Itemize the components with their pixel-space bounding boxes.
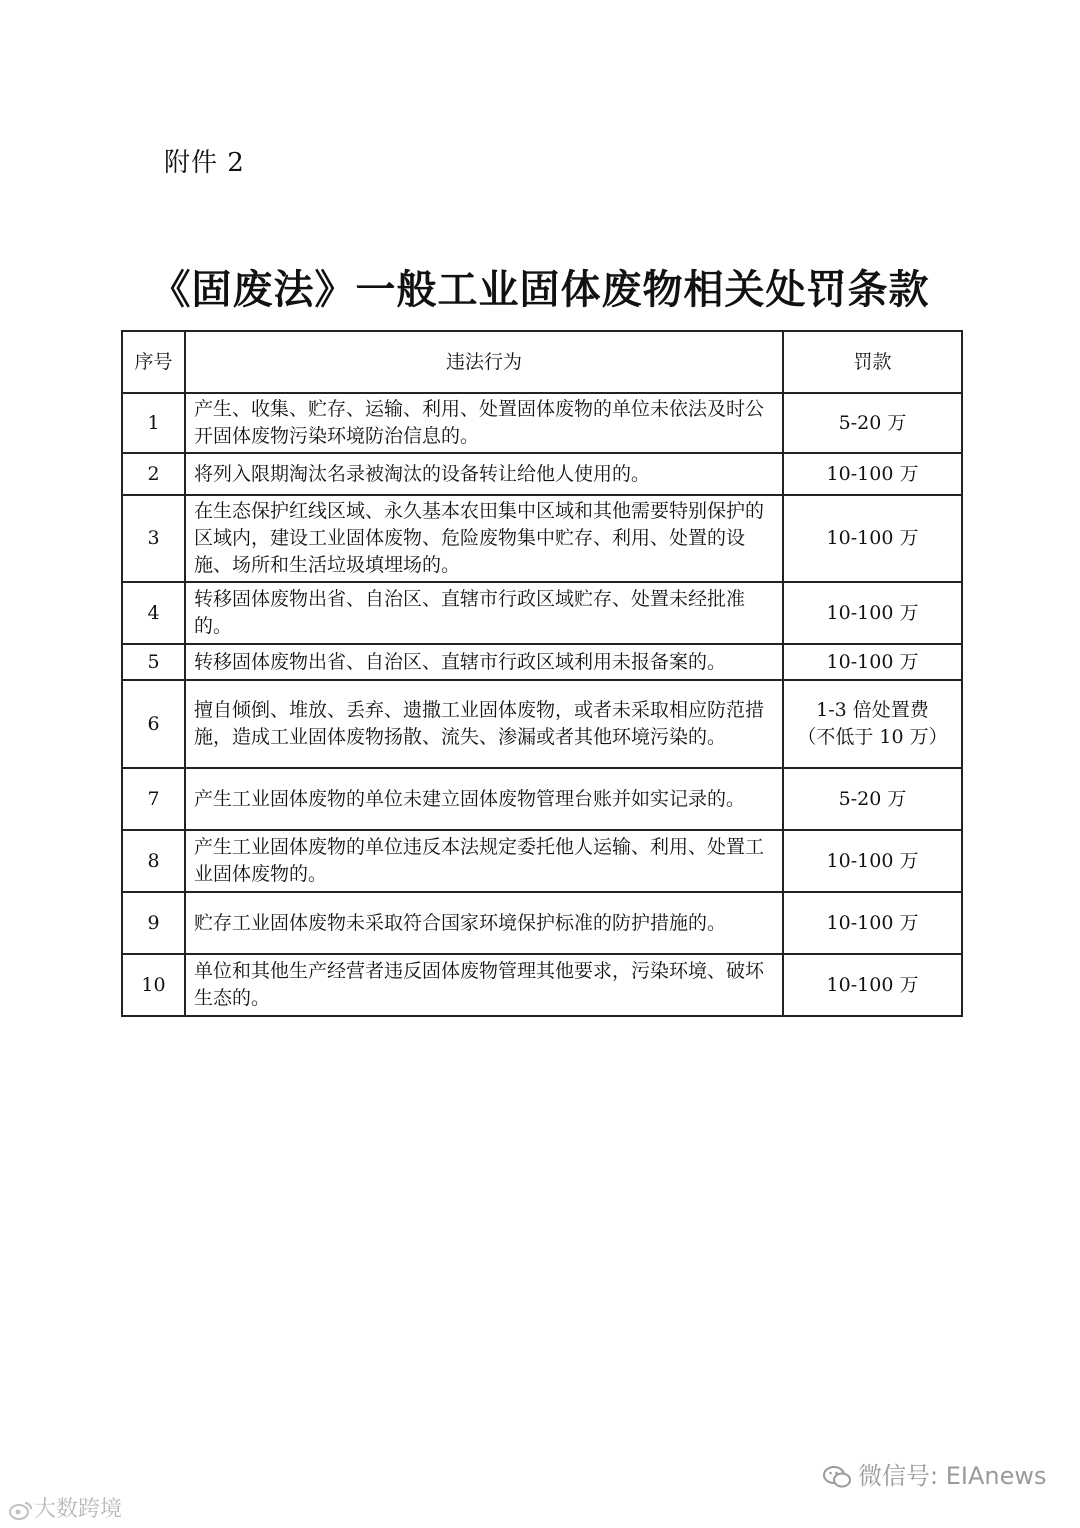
violation-text: 擅自倾倒、堆放、丢弃、遗撒工业固体废物，或者未采取相应防范措施，造成工业固体废物扬散、流失、渗漏或者其他环境污染的。 bbox=[185, 680, 783, 768]
row-number: 8 bbox=[122, 830, 185, 892]
table-header-row bbox=[122, 331, 962, 393]
source-text: 大数跨境 bbox=[34, 1497, 123, 1522]
wechat-watermark bbox=[822, 1456, 1046, 1491]
fine-cell bbox=[783, 680, 962, 768]
fine-note: （不低于 10 万） bbox=[797, 726, 948, 748]
penalty-table bbox=[121, 330, 963, 1017]
fine-amount: 10-100 万 bbox=[783, 453, 962, 495]
table-row bbox=[122, 582, 962, 644]
header-fine: 罚款 bbox=[783, 331, 962, 393]
row-number: 2 bbox=[122, 453, 185, 495]
fine-amount: 5-20 万 bbox=[783, 768, 962, 830]
fine-amount: 10-100 万 bbox=[783, 582, 962, 644]
violation-text: 贮存工业固体废物未采取符合国家环境保护标准的防护措施的。 bbox=[185, 892, 783, 954]
table-row bbox=[122, 453, 962, 495]
row-number: 10 bbox=[122, 954, 185, 1016]
fine-amount: 10-100 万 bbox=[783, 954, 962, 1016]
table-row bbox=[122, 768, 962, 830]
source-watermark bbox=[8, 1492, 122, 1523]
table-row bbox=[122, 830, 962, 892]
row-number: 4 bbox=[122, 582, 185, 644]
document-title: 《固废法》一般工业固体废物相关处罚条款 bbox=[150, 267, 930, 313]
table-row bbox=[122, 680, 962, 768]
fine-amount: 10-100 万 bbox=[783, 644, 962, 680]
violation-text: 产生工业固体废物的单位违反本法规定委托他人运输、利用、处置工业固体废物的。 bbox=[185, 830, 783, 892]
wechat-id-text: 微信号: EIAnews bbox=[858, 1462, 1047, 1490]
violation-text: 在生态保护红线区域、永久基本农田集中区域和其他需要特别保护的区域内，建设工业固体废物、危险废物集中贮存、利用、处置的设施、场所和生活垃圾填埋场的。 bbox=[185, 495, 783, 582]
header-no: 序号 bbox=[122, 331, 185, 393]
fine-amount: 10-100 万 bbox=[783, 892, 962, 954]
violation-text: 将列入限期淘汰名录被淘汰的设备转让给他人使用的。 bbox=[185, 453, 783, 495]
row-number: 1 bbox=[122, 393, 185, 453]
row-number: 5 bbox=[122, 644, 185, 680]
weibo-logo-icon bbox=[8, 1499, 34, 1521]
fine-amount: 1-3 倍处置费 bbox=[816, 699, 929, 721]
violation-text: 转移固体废物出省、自治区、直辖市行政区域利用未报备案的。 bbox=[185, 644, 783, 680]
fine-amount: 10-100 万 bbox=[783, 495, 962, 582]
row-number: 3 bbox=[122, 495, 185, 582]
violation-text: 转移固体废物出省、自治区、直辖市行政区域贮存、处置未经批准的。 bbox=[185, 582, 783, 644]
violation-text: 产生工业固体废物的单位未建立固体废物管理台账并如实记录的。 bbox=[185, 768, 783, 830]
row-number: 6 bbox=[122, 680, 185, 768]
table-row bbox=[122, 892, 962, 954]
table-row bbox=[122, 393, 962, 453]
attachment-label: 附件 2 bbox=[164, 148, 245, 178]
row-number: 7 bbox=[122, 768, 185, 830]
violation-text: 产生、收集、贮存、运输、利用、处置固体废物的单位未依法及时公开固体废物污染环境防治信息的。 bbox=[185, 393, 783, 453]
table-row bbox=[122, 495, 962, 582]
table-row bbox=[122, 644, 962, 680]
violation-text: 单位和其他生产经营者违反固体废物管理其他要求，污染环境、破坏生态的。 bbox=[185, 954, 783, 1016]
table-row bbox=[122, 954, 962, 1016]
header-violation: 违法行为 bbox=[185, 331, 783, 393]
row-number: 9 bbox=[122, 892, 185, 954]
fine-amount: 5-20 万 bbox=[783, 393, 962, 453]
wechat-icon bbox=[822, 1465, 852, 1489]
fine-amount: 10-100 万 bbox=[783, 830, 962, 892]
